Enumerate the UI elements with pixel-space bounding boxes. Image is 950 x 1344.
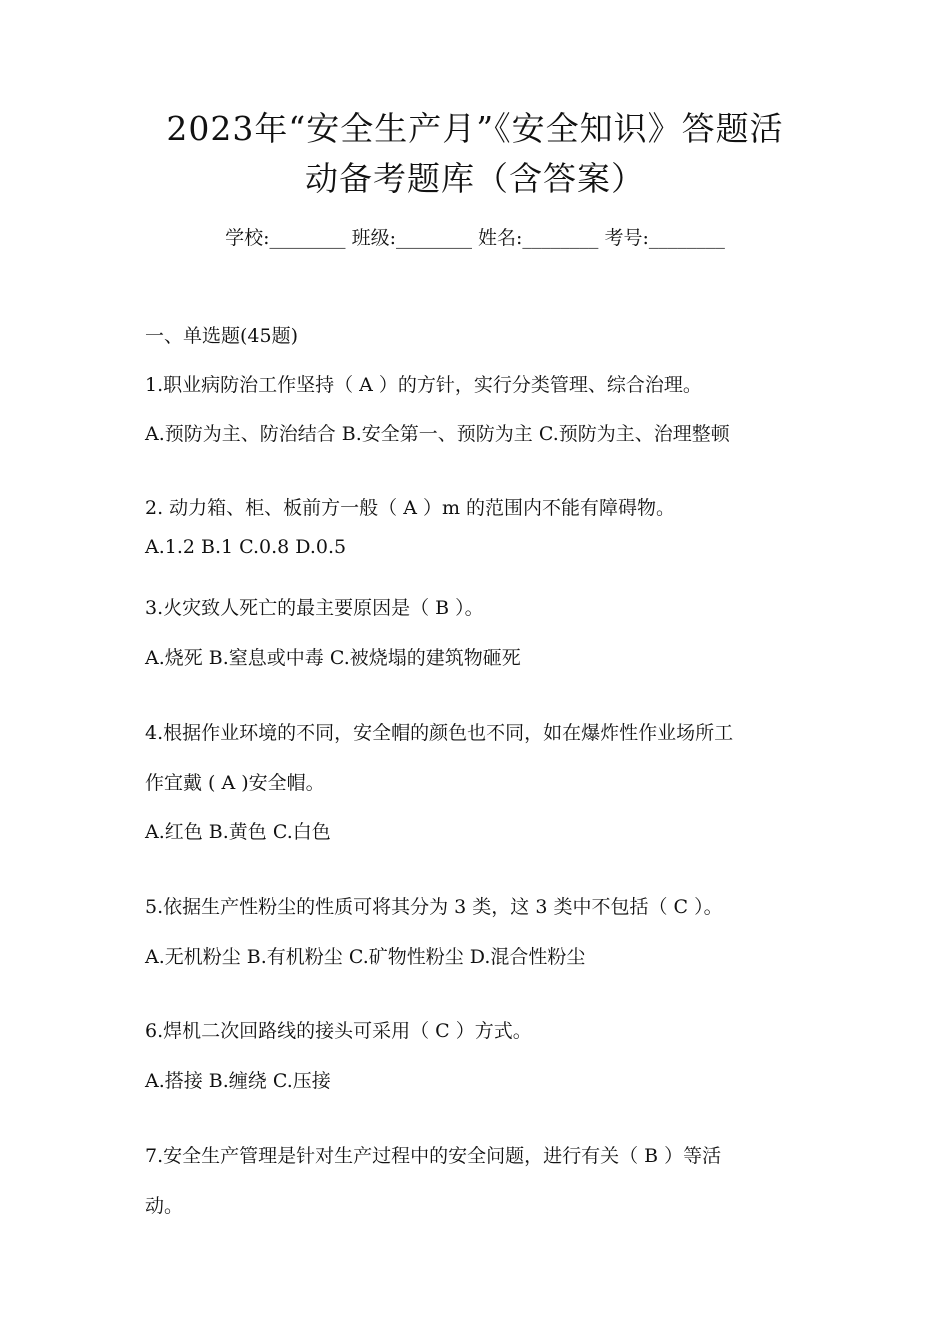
question-6-text: 6.焊机二次回路线的接头可采用（ C ）方式。: [145, 1020, 532, 1042]
question-2-options: A.1.2 B.1 C.0.8 D.0.5: [145, 536, 347, 558]
question-4-text-line-1: 4.根据作业环境的不同，安全帽的颜色也不同，如在爆炸性作业场所工: [145, 722, 734, 744]
question-4-options: A.红色 B.黄色 C.白色: [145, 821, 331, 843]
document-title-line-1: 2023年“安全生产月”《安全知识》答题活: [166, 109, 784, 148]
question-4-text-line-2: 作宜戴 ( A )安全帽。: [145, 772, 325, 794]
section-heading: 一、单选题(45题): [145, 325, 299, 347]
document-title-line-2: 动备考题库（含答案）: [305, 159, 645, 198]
question-2-text: 2. 动力箱、柜、板前方一般（ A ）m 的范围内不能有障碍物。: [145, 497, 676, 519]
question-1-options: A.预防为主、防治结合 B.安全第一、预防为主 C.预防为主、治理整顿: [145, 423, 730, 445]
question-6-options: A.搭接 B.缠绕 C.压接: [145, 1070, 331, 1092]
question-5-text: 5.依据生产性粉尘的性质可将其分为 3 类，这 3 类中不包括（ C ）。: [145, 896, 723, 918]
student-info-line: 学校:________ 班级:________ 姓名:________ 考号:________: [225, 227, 725, 249]
question-7-text-line-1: 7.安全生产管理是针对生产过程中的安全问题，进行有关（ B ）等活: [145, 1145, 722, 1167]
question-7-text-line-2: 动。: [145, 1195, 184, 1217]
question-3-options: A.烧死 B.窒息或中毒 C.被烧塌的建筑物砸死: [145, 647, 521, 669]
question-3-text: 3.火灾致人死亡的最主要原因是（ B ）。: [145, 597, 484, 619]
question-5-options: A.无机粉尘 B.有机粉尘 C.矿物性粉尘 D.混合性粉尘: [145, 946, 586, 968]
question-1-text: 1.职业病防治工作坚持（ A ）的方针，实行分类管理、综合治理。: [145, 374, 702, 396]
